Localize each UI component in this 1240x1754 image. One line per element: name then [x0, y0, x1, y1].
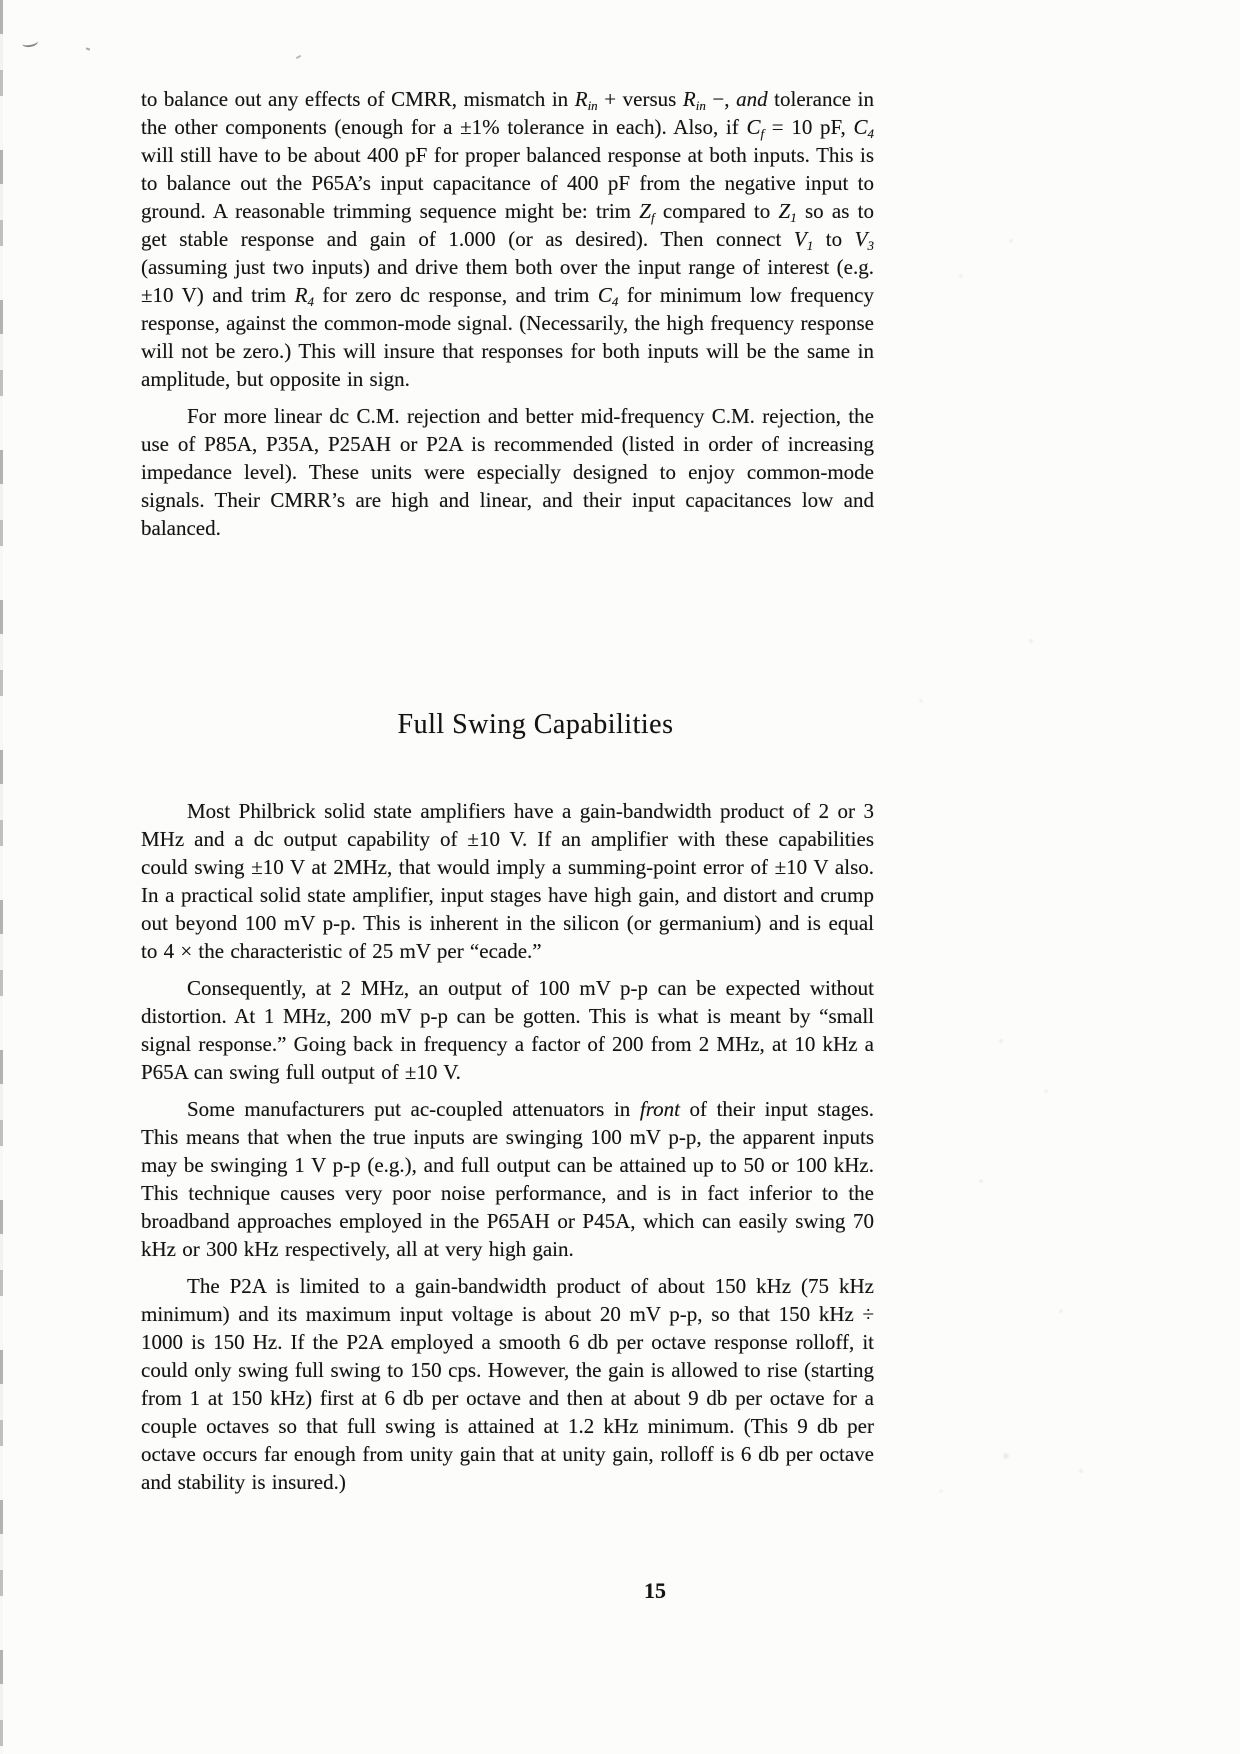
- paragraph-ac-coupled-attenuators: Some manufacturers put ac-coupled attenuators in front of their input stages. This means that when the true inputs are swinging 100 mV p-p, the apparent inputs may be swinging 1 V p-p (e.g.), and full output can be attained up to 50 or 100 kHz. This technique causes very poor noise performance, and is in fact inferior to the broadband approaches employed in the P65AH or P45A, which can easily swing 70 kHz or 300 kHz respectively, all at very high gain.: [141, 1097, 874, 1261]
- paragraph-small-signal-response: Consequently, at 2 MHz, an output of 100 mV p-p can be expected without distortion. At 1 MHz, 200 mV p-p can be gotten. This is what is meant by “small signal response.” Going back in frequency a factor of 200 from 2 MHz, at 10 kHz a P65A can swing full output of ±10 V.: [141, 976, 874, 1084]
- paragraph-gain-bandwidth: Most Philbrick solid state amplifiers have a gain-bandwidth product of 2 or 3 MHz and a dc output capability of ±10 V. If an amplifier with these capabilities could swing ±10 V at 2MHz, that would imply a summing-point error of ±10 V also. In a practical solid state amplifier, input stages have high gain, and distort and crump out beyond 100 mV p-p. This is inherent in the silicon (or germanium) and is equal to 4 × the characteristic of 25 mV per “ecade.”: [141, 799, 874, 963]
- smudge-mark: [21, 37, 38, 49]
- paragraph-p2a-limits: The P2A is limited to a gain-bandwidth product of about 150 kHz (75 kHz minimum) and its maximum input voltage is about 20 mV p-p, so that 150 kHz ÷ 1000 is 150 Hz. If the P2A employed a smooth 6 db per octave response rolloff, it could only swing full swing to 150 cps. However, the gain is allowed to rise (starting from 1 at 150 kHz) first at 6 db per octave and then at about 9 db per octave for a couple octaves so that full swing is attained at 1.2 kHz minimum. (This 9 db per octave occurs far enough from unity gain that at unity gain, rolloff is 6 db per octave and stability is insured.): [141, 1274, 874, 1494]
- section-heading-full-swing-capabilities: Full Swing Capabilities: [397, 709, 674, 740]
- smudge-mark: [296, 55, 301, 59]
- scan-noise-speckles: [0, 0, 2, 2]
- page-number: 15: [644, 1578, 666, 1603]
- paragraph-cm-rejection: For more linear dc C.M. rejection and better mid-frequency C.M. rejection, the use of P85A, P35A, P25AH or P2A is recommended (listed in order of increasing impedance level). These units were especially designed to enjoy common-mode signals. Their CMRR’s are high and linear, and their input capacitances low and balanced.: [141, 404, 874, 540]
- scan-edge-artifact: [0, 0, 3, 1754]
- smudge-mark: [86, 47, 90, 50]
- paragraph-cmrr-balance: to balance out any effects of CMRR, mismatch in $R_{in}$ + versus $R_{in}$ −, and tolerance in the other components (enough for a ±1% tolerance in each). Also, if $C_f = 10$ pF, $C_4$ will still have to be about 400 pF for proper balanced response at both inputs. This is to balance out the P65A’s input capacitance of 400 pF from the negative input to ground. A reasonable trimming sequence might be: trim $Z_f$ compared to $Z_1$ so as to get stable response and gain of 1.000 (or as desired). Then connect $V_1$ to $V_3$ (assuming just two inputs) and drive them both over the input range of interest (e.g. ±10 V) and trim $R_4$ for zero dc response, and trim $C_4$ for minimum low frequency response, against the common-mode signal. (Necessarily, the high frequency response will not be zero.) This will insure that responses for both inputs will be the same in amplitude, but opposite in sign.: [141, 87, 875, 391]
- text-column: [141, 85, 874, 1505]
